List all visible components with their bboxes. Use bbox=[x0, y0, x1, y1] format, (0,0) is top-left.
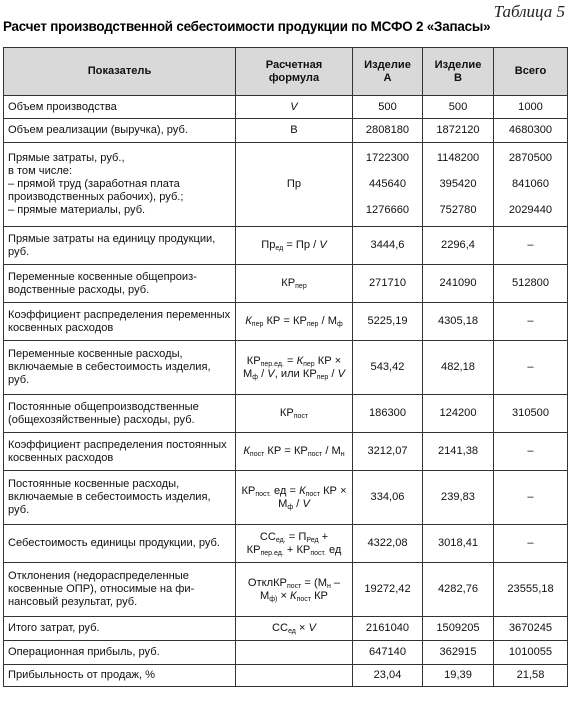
cell-formula: В bbox=[236, 119, 353, 143]
cell-indicator: Прямые затраты на единицу продукции, руб. bbox=[4, 227, 236, 265]
cell-formula: $СС_{ед.} = П_{Ред} + КР_{пер.ед.} + КР_{пост.}$ ед bbox=[236, 525, 353, 563]
indicator-line: – прямой труд (заработная плата bbox=[8, 178, 180, 190]
cell-indicator bbox=[4, 143, 236, 227]
cell-product-b: 3018,41 bbox=[423, 525, 494, 563]
cell-product-a: 3444,6 bbox=[353, 227, 423, 265]
cell-product-a: 3212,07 bbox=[353, 433, 423, 471]
value-line: 2870500 bbox=[508, 152, 553, 164]
cell-formula: $КР_{пер.ед.} = К_{пер}$ КР × $М_ф$ / V, или $КР_{пер}$ / V bbox=[236, 341, 353, 395]
cell-indicator: Переменные косвенные общепроизводственные расходы, руб. bbox=[4, 265, 236, 303]
value-line bbox=[498, 191, 563, 204]
cell-total: – bbox=[494, 525, 568, 563]
value-line: 2029440 bbox=[508, 204, 553, 216]
table-row bbox=[4, 227, 568, 265]
cell-indicator: Объем производства bbox=[4, 96, 236, 119]
cell-indicator: Переменные косвенные расходы, включаемые в себестоимость изделия, руб. bbox=[4, 341, 236, 395]
cell-product-b: 124200 bbox=[423, 395, 494, 433]
value-line: 1148200 bbox=[436, 152, 480, 164]
document-title: Расчет производственной себестоимости продукции по МСФО 2 «Запасы» bbox=[3, 19, 491, 34]
cell-product-b: 2296,4 bbox=[423, 227, 494, 265]
cell-product-a: 2808180 bbox=[353, 119, 423, 143]
cell-total: – bbox=[494, 341, 568, 395]
cell-total: 310500 bbox=[494, 395, 568, 433]
cell-formula bbox=[236, 641, 353, 665]
cell-product-a: 5225,19 bbox=[353, 303, 423, 341]
cell-product-b: 239,83 bbox=[423, 471, 494, 525]
cell-formula: ОтклКР$_{пост}$ = ($М_н - М_{ф)} \times К_{пост}$ КР bbox=[236, 563, 353, 617]
cell-total: – bbox=[494, 227, 568, 265]
table-row bbox=[4, 395, 568, 433]
cell-product-a bbox=[353, 143, 423, 227]
cell-formula bbox=[236, 665, 353, 687]
cell-indicator: Коэффициент распределения переменных косвенных расходов bbox=[4, 303, 236, 341]
cell-formula: $К_{пер}$ КР = $КР_{пер} / М_ф$ bbox=[236, 303, 353, 341]
cell-product-b: 2141,38 bbox=[423, 433, 494, 471]
cell-total: 1010055 bbox=[494, 641, 568, 665]
cell-total: – bbox=[494, 433, 568, 471]
value-line: 1276660 bbox=[365, 204, 410, 216]
cell-product-a: 647140 bbox=[353, 641, 423, 665]
cell-product-a: 271710 bbox=[353, 265, 423, 303]
indicator-line: Прямые затраты, руб., bbox=[8, 152, 125, 164]
cell-total: 21,58 bbox=[494, 665, 568, 687]
value-line bbox=[498, 165, 563, 178]
cell-product-a: 186300 bbox=[353, 395, 423, 433]
cell-indicator: Постоянные косвенные расходы, включаемые в себестоимость изделия, руб. bbox=[4, 471, 236, 525]
cell-product-a: 23,04 bbox=[353, 665, 423, 687]
cell-product-b: 1872120 bbox=[423, 119, 494, 143]
cell-indicator: Отклонения (недораспределенные косвенные ОПР), относимые на финансовый результат, руб. bbox=[4, 563, 236, 617]
value-line bbox=[357, 191, 418, 204]
cell-product-a: 543,42 bbox=[353, 341, 423, 395]
cell-indicator: Операционная прибыль, руб. bbox=[4, 641, 236, 665]
indicator-line: производственных рабочих), руб.; bbox=[8, 191, 184, 203]
value-line: 1722300 bbox=[365, 152, 410, 164]
cell-product-b: 362915 bbox=[423, 641, 494, 665]
cell-product-a: 2161040 bbox=[353, 617, 423, 641]
table-row bbox=[4, 665, 568, 687]
cell-total: – bbox=[494, 471, 568, 525]
cell-product-b: 1509205 bbox=[423, 617, 494, 641]
table-row bbox=[4, 563, 568, 617]
cell-formula: $К_{пост}$ КР = $КР_{пост} / М_н$ bbox=[236, 433, 353, 471]
cell-formula: $КР_{пост}$ bbox=[236, 395, 353, 433]
value-line bbox=[427, 191, 489, 204]
cell-total: 1000 bbox=[494, 96, 568, 119]
value-line: 841060 bbox=[511, 178, 550, 190]
value-line bbox=[427, 165, 489, 178]
value-line: 752780 bbox=[439, 204, 477, 216]
table-row bbox=[4, 265, 568, 303]
cell-total: 512800 bbox=[494, 265, 568, 303]
cell-total: 23555,18 bbox=[494, 563, 568, 617]
cell-product-b: 500 bbox=[423, 96, 494, 119]
column-header-formula: Расчетная формула bbox=[236, 48, 353, 96]
cell-product-b: 4305,18 bbox=[423, 303, 494, 341]
column-header-product-b: Изделие В bbox=[423, 48, 494, 96]
cell-product-b: 482,18 bbox=[423, 341, 494, 395]
indicator-line: в том числе: bbox=[8, 165, 73, 177]
cell-formula: Пр bbox=[236, 143, 353, 227]
cell-total: 4680300 bbox=[494, 119, 568, 143]
cell-product-a: 4322,08 bbox=[353, 525, 423, 563]
cell-formula: $КР_{пер}$ bbox=[236, 265, 353, 303]
cell-formula: $СС_{ед} \times V$ bbox=[236, 617, 353, 641]
value-line bbox=[357, 165, 418, 178]
column-header-product-a: Изделие А bbox=[353, 48, 423, 96]
table-row bbox=[4, 303, 568, 341]
table-row bbox=[4, 525, 568, 563]
cell-indicator: Постоянные общепроизводственные (общехозяйственные) расходы, руб. bbox=[4, 395, 236, 433]
cell-total: 3670245 bbox=[494, 617, 568, 641]
table-row bbox=[4, 641, 568, 665]
cell-product-a: 19272,42 bbox=[353, 563, 423, 617]
cell-indicator: Итого затрат, руб. bbox=[4, 617, 236, 641]
column-header-indicator: Показатель bbox=[4, 48, 236, 96]
cell-formula: V bbox=[236, 96, 353, 119]
cell-indicator: Коэффициент распределения постоянных косвенных расходов bbox=[4, 433, 236, 471]
cell-total bbox=[494, 143, 568, 227]
value-line: 445640 bbox=[368, 178, 407, 190]
cell-formula: $КР_{пост.}$ ед = $К_{пост}$ КР × $М_ф$ / V bbox=[236, 471, 353, 525]
cell-formula: $Пр_{ед}$ = Пр / V bbox=[236, 227, 353, 265]
cell-product-a: 334,06 bbox=[353, 471, 423, 525]
table-row bbox=[4, 617, 568, 641]
table-row bbox=[4, 341, 568, 395]
table-number-label: Таблица 5 bbox=[493, 2, 565, 21]
table-header-row bbox=[4, 48, 568, 96]
cell-product-b: 19,39 bbox=[423, 665, 494, 687]
table-row bbox=[4, 471, 568, 525]
cost-table bbox=[3, 47, 568, 687]
table-row bbox=[4, 119, 568, 143]
cell-indicator: Объем реализации (выручка), руб. bbox=[4, 119, 236, 143]
cell-product-b: 4282,76 bbox=[423, 563, 494, 617]
column-header-total: Всего bbox=[494, 48, 568, 96]
cell-product-b: 241090 bbox=[423, 265, 494, 303]
cell-indicator: Себестоимость единицы продукции, руб. bbox=[4, 525, 236, 563]
indicator-line: – прямые материалы, руб. bbox=[8, 204, 146, 216]
table-row bbox=[4, 433, 568, 471]
cell-product-a: 500 bbox=[353, 96, 423, 119]
value-line: 395420 bbox=[439, 178, 477, 190]
table-row bbox=[4, 96, 568, 119]
table-row bbox=[4, 143, 568, 227]
cell-total: – bbox=[494, 303, 568, 341]
cell-indicator: Прибыльность от продаж, % bbox=[4, 665, 236, 687]
cell-product-b bbox=[423, 143, 494, 227]
